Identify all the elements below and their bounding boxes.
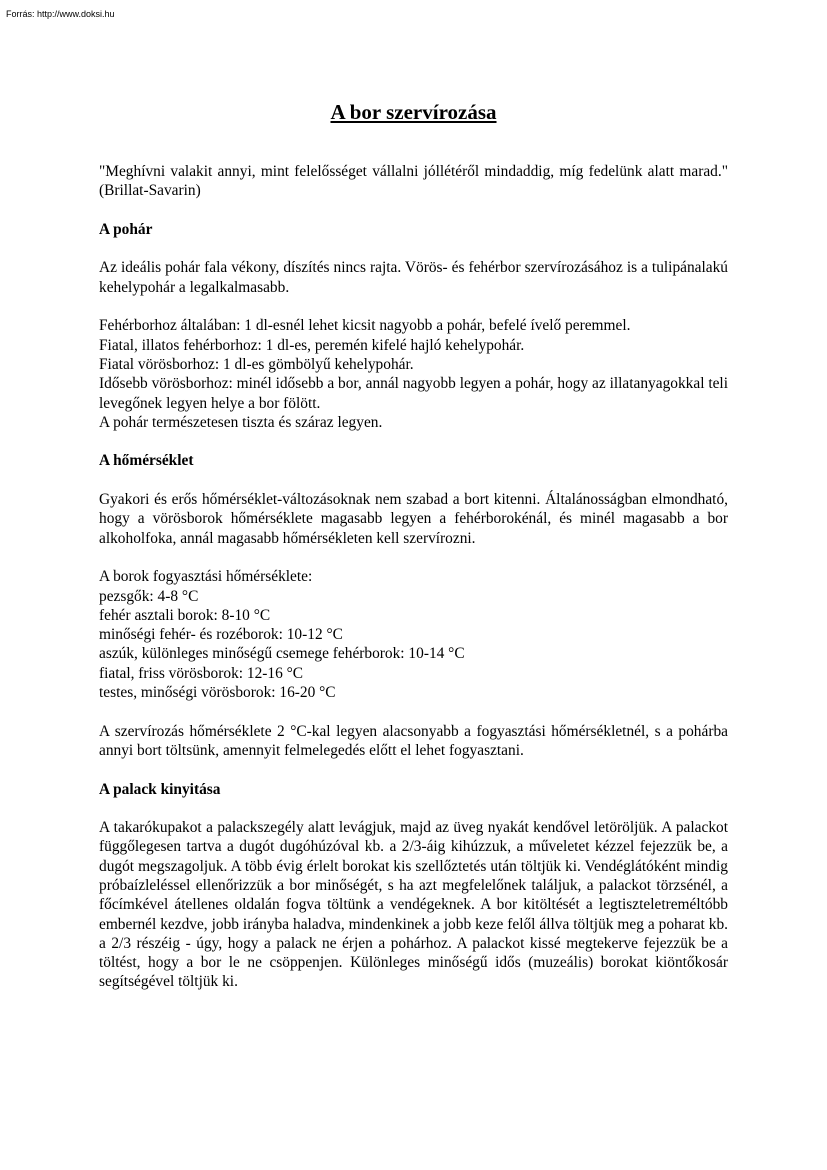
spacer xyxy=(99,799,728,818)
glass-line: Fiatal, illatos fehérborhoz: 1 dl-es, peremén kifelé hajló kehelypohár. xyxy=(99,336,525,354)
section-heading-temperature: A hőmérséklet xyxy=(99,452,194,470)
spacer xyxy=(99,760,728,779)
page-title: A bor szervírozása xyxy=(330,100,497,124)
glass-line: Fehérborhoz általában: 1 dl-esnél lehet kicsit nagyobb a pohár, befelé ívelő peremmel. xyxy=(99,317,631,335)
temperature-item: aszúk, különleges minőségű csemege fehérborok: 10-14 °C xyxy=(99,645,465,663)
glass-intro: Az ideális pohár fala vékony, díszítés nincs rajta. Vörös- és fehérbor szervírozásához is a tulipánalakú kehelypohár a legalkalmasabb. xyxy=(99,259,728,296)
spacer xyxy=(99,432,728,451)
document-body xyxy=(99,162,728,992)
glass-line: Fiatal vörösborhoz: 1 dl-es gömbölyű kehelypohár. xyxy=(99,355,414,373)
temperature-list-title: A borok fogyasztási hőmérséklete: xyxy=(99,568,313,586)
quote: "Meghívni valakit annyi, mint felelősséget vállalni jóllétéről mindaddig, míg fedelünk alatt marad." (Brillat-Savarin) xyxy=(99,163,728,200)
spacer xyxy=(99,201,728,220)
temperature-outro: A szervírozás hőmérséklete 2 °C-kal legyen alacsonyabb a fogyasztási hőmérsékletnél, s a pohárba annyi bort töltsünk, amennyit felmelegedés előtt el lehet fogyasztani. xyxy=(99,722,728,759)
glass-line: A pohár természetesen tiszta és száraz legyen. xyxy=(99,413,383,431)
temperature-item: fiatal, friss vörösborok: 12-16 °C xyxy=(99,664,304,682)
glass-line: Idősebb vörösborhoz: minél idősebb a bor, annál nagyobb legyen a pohár, hogy az illatanyagokkal teli levegőnek legyen helye a bor fölött. xyxy=(99,375,728,412)
temperature-intro: Gyakori és erős hőmérséklet-változásoknak nem szabad a bort kitenni. Általánosságban elmondható, hogy a vörösborok hőmérséklete magasabb legyen a fehérborokénál, és minél magasabb a bor alkoholfoka, annál magasabb hőmérsékleten kell szervírozni. xyxy=(99,491,728,547)
spacer xyxy=(99,548,728,567)
spacer xyxy=(99,471,728,490)
temperature-item: fehér asztali borok: 8-10 °C xyxy=(99,606,271,624)
spacer xyxy=(99,702,728,721)
temperature-item: minőségi fehér- és rozéborok: 10-12 °C xyxy=(99,626,343,644)
source-label: Forrás: http://www.doksi.hu xyxy=(6,9,115,19)
section-heading-glass: A pohár xyxy=(99,220,153,238)
spacer xyxy=(99,239,728,258)
section-heading-opening: A palack kinyitása xyxy=(99,780,221,798)
temperature-item: testes, minőségi vörösborok: 16-20 °C xyxy=(99,684,336,702)
spacer xyxy=(99,297,728,316)
opening-body: A takarókupakot a palackszegély alatt levágjuk, majd az üveg nyakát kendővel letöröljük. A palackot függőlegesen tartva a dugót dugóhúzóval kb. a 2/3-áig kihúzzuk, a műveletet kézzel fejezzük be, a dugót megszagoljuk. A több évig érlelt borokat kis szellőztetés után töltjük ki. Vendéglátóként mindig próbaízleléssel ellenőrizzük a bor minőségét, s ha azt megfelelőnek találjuk, a palackot törzsénél, a főcímkével átellenes oldalán fogva töltünk a vendégeknek. A bor kitöltését a legtiszteletreméltóbb embernél kezdve, jobb irányba haladva, mindenkinek a jobb keze felől állva töltjük meg a poharat kb. a 2/3 részéig - úgy, hogy a palack ne érjen a pohárhoz. A palackot kissé megtekerve fejezzük be a töltést, hogy a bor le ne csöppenjen. Különleges minőségű idős (muzeális) borokat kiöntőkosár segítségével töltjük ki. xyxy=(99,819,728,991)
temperature-item: pezsgők: 4-8 °C xyxy=(99,587,199,605)
